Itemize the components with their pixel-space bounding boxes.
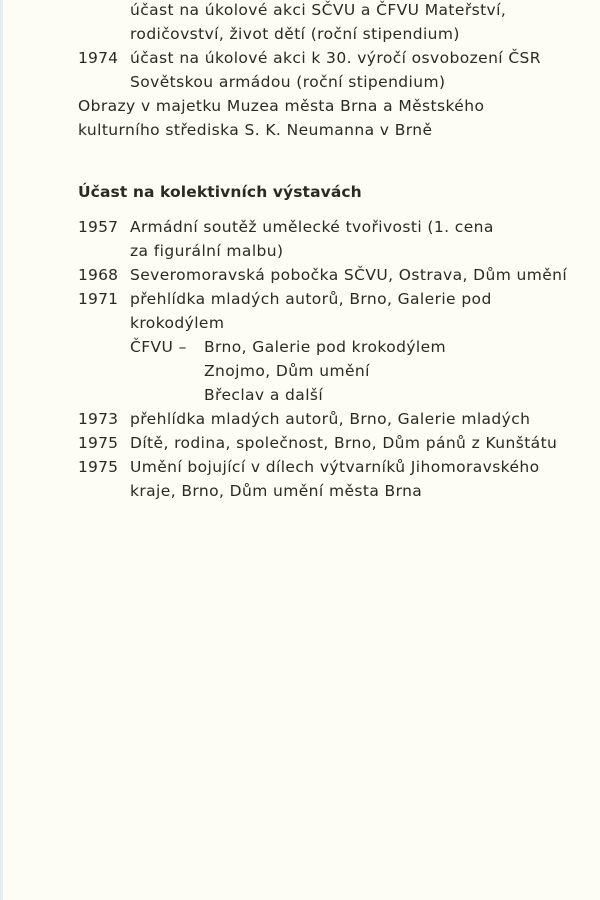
text-line: za figurální malbu) (130, 242, 284, 260)
text-line: Břeclav a další (204, 386, 324, 404)
text-line: Umění bojující v dílech výtvarníků Jihomoravského (130, 458, 540, 476)
text-line: účast na úkolové akci SČVU a ČFVU Mateřství, (130, 1, 507, 19)
entry-year: 1973 (78, 410, 119, 428)
text-line: Severomoravská pobočka SČVU, Ostrava, Dům umění (130, 266, 568, 284)
entry-year: 1957 (78, 218, 119, 236)
entry-year: 1975 (78, 458, 119, 476)
text-line: Znojmo, Dům umění (204, 362, 370, 380)
collections-note-line: kulturního střediska S. K. Neumanna v Brně (78, 121, 433, 139)
text-line: přehlídka mladých autorů, Brno, Galerie pod (130, 290, 492, 308)
text-line: Sovětskou armádou (roční stipendium) (130, 73, 446, 91)
text-line: krokodýlem (130, 314, 225, 332)
text-line: Brno, Galerie pod krokodýlem (204, 338, 447, 356)
entry-year: 1971 (78, 290, 119, 308)
text-line: účast na úkolové akci k 30. výročí osvobození ČSR (130, 49, 541, 67)
section-heading: Účast na kolektivních výstavách (78, 183, 362, 201)
text-line: rodičovství, život dětí (roční stipendium) (130, 25, 460, 43)
text-line: Dítě, rodina, společnost, Brno, Dům pánů z Kunštátu (130, 434, 558, 452)
entry-year: 1968 (78, 266, 119, 284)
entry-year: 1974 (78, 49, 119, 67)
page-edge (0, 0, 3, 900)
text-line: Armádní soutěž umělecké tvořivosti (1. cena (130, 218, 494, 236)
entry-year: 1975 (78, 434, 119, 452)
text-line: přehlídka mladých autorů, Brno, Galerie mladých (130, 410, 531, 428)
collections-note-line: Obrazy v majetku Muzea města Brna a Městského (78, 97, 485, 115)
cfvu-prefix: ČFVU – (130, 338, 187, 356)
text-line: kraje, Brno, Dům umění města Brna (130, 482, 423, 500)
